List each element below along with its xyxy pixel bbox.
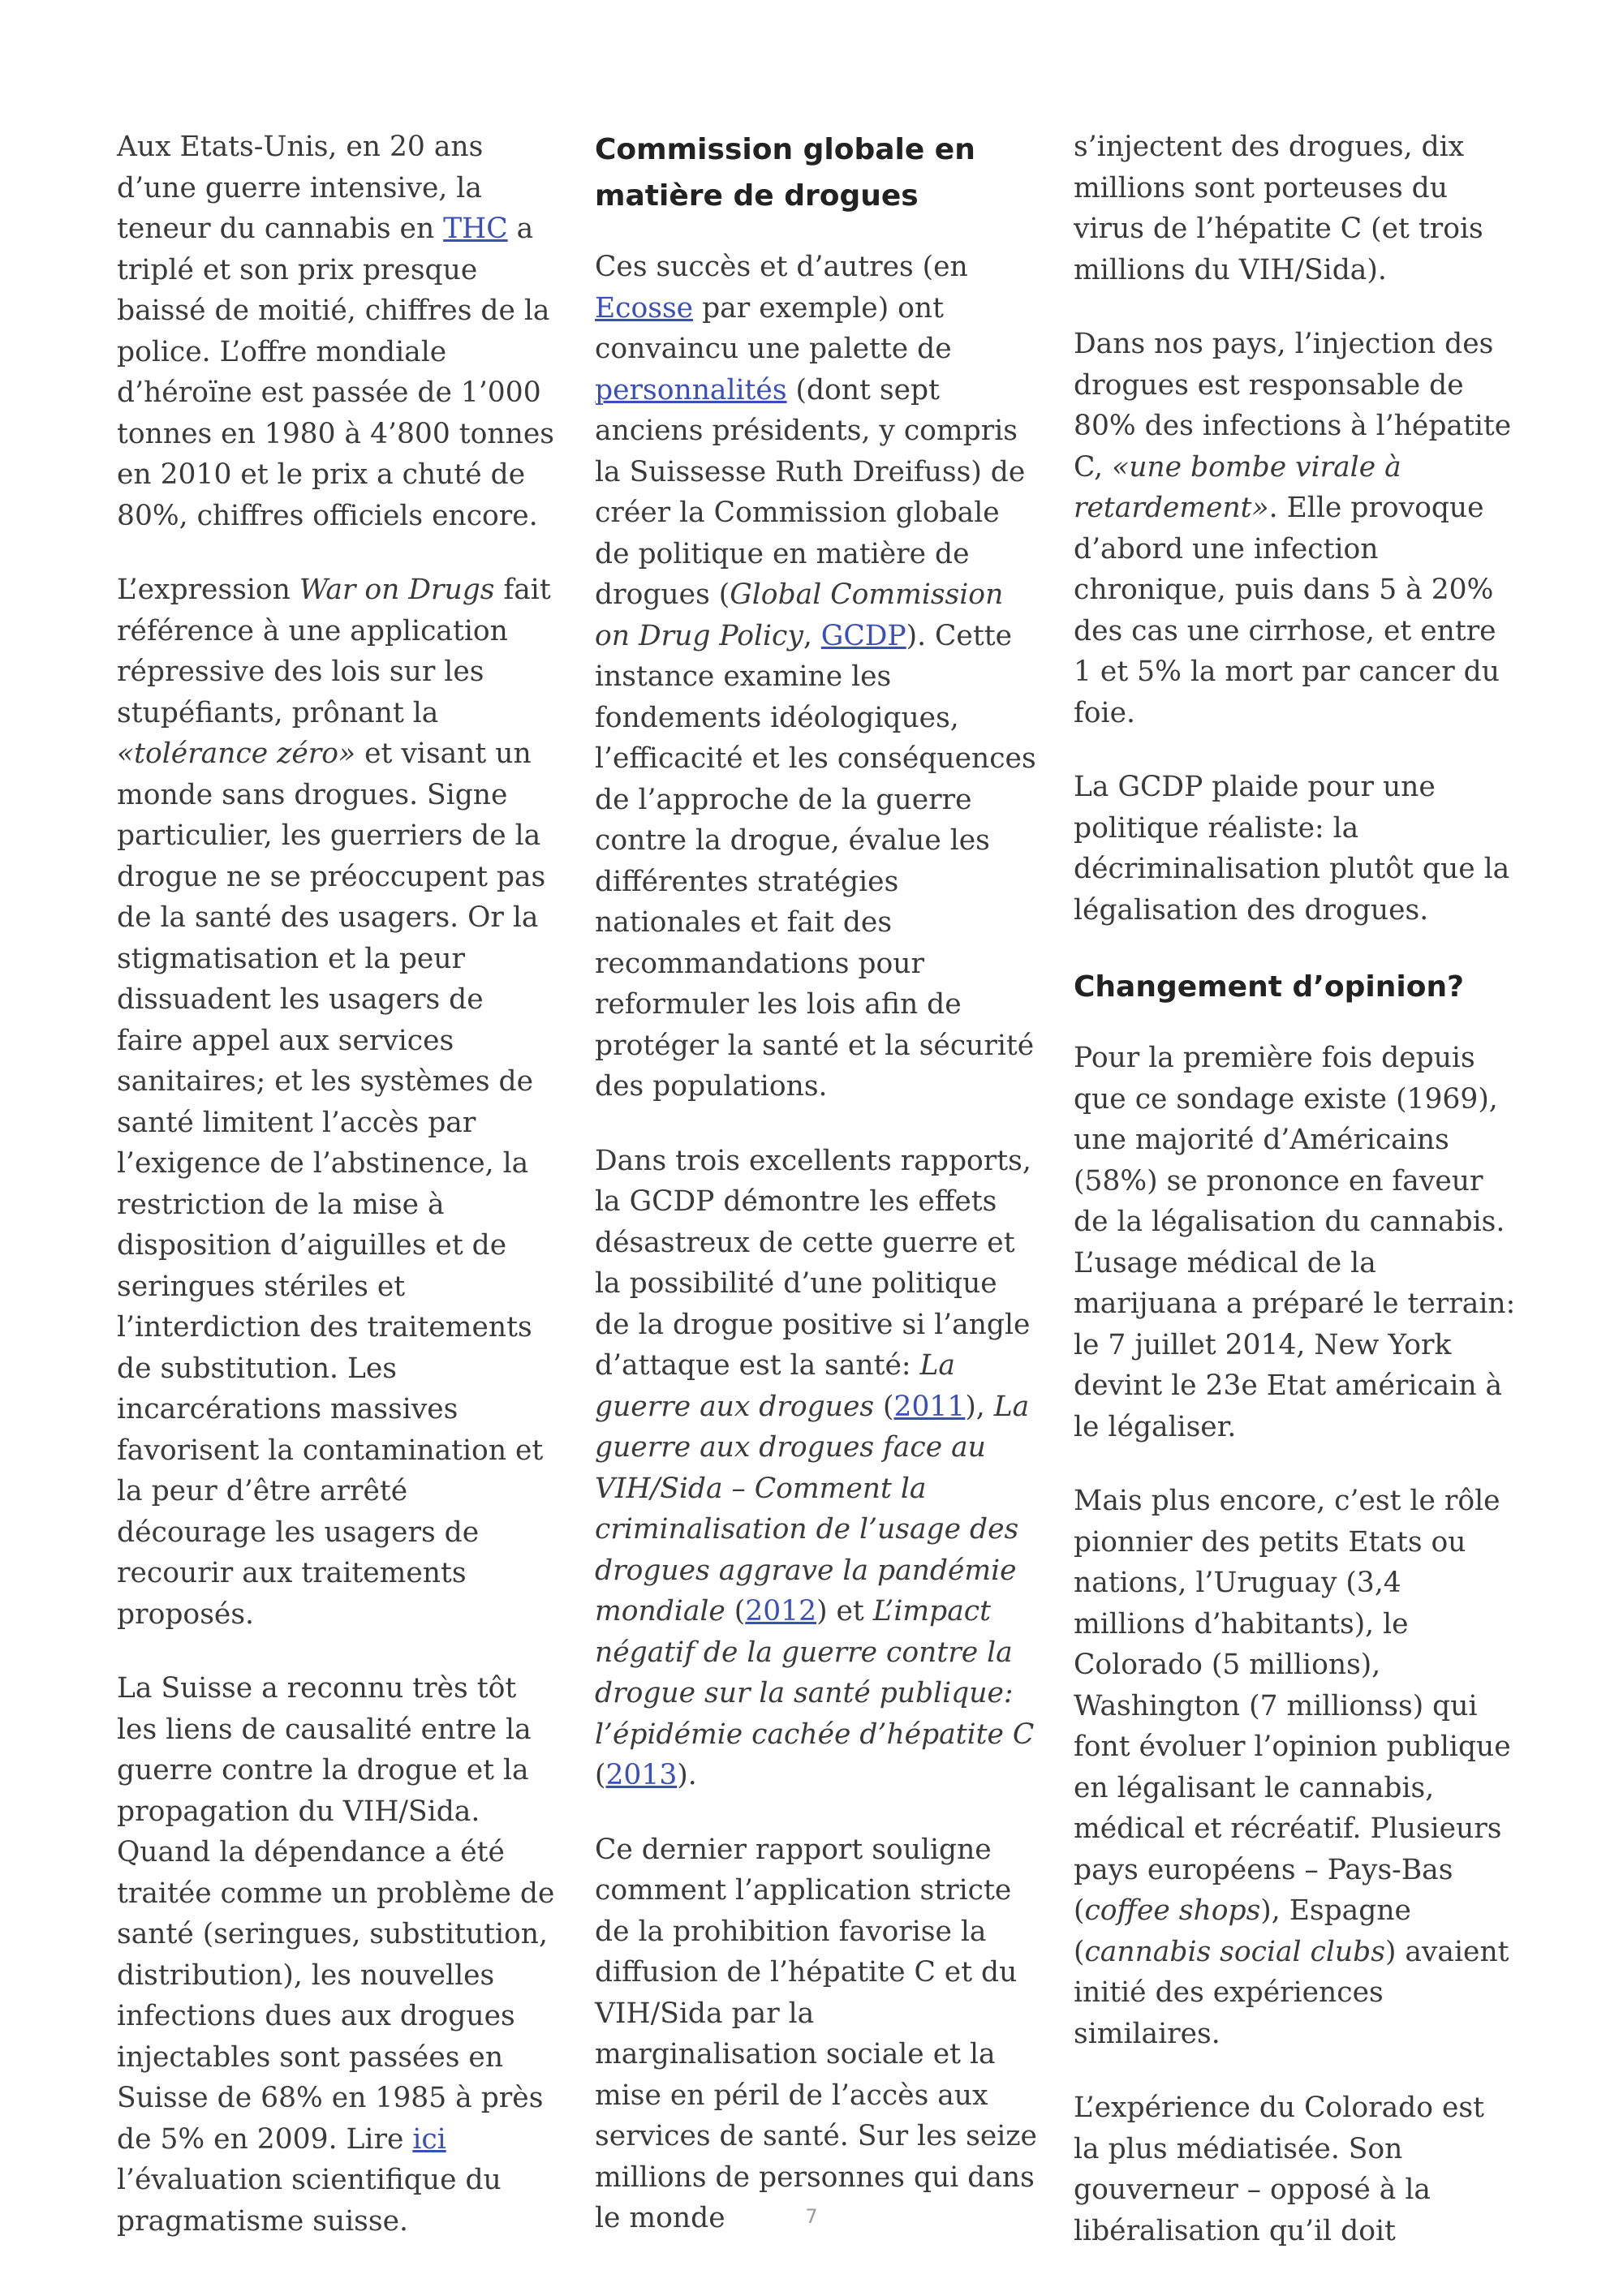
- paragraph: L’expérience du Colorado est la plus médiatisée. Son gouverneur – opposé à la libéralisation qu’il doit: [1074, 2092, 1484, 2247]
- section-heading: Changement d’opinion?: [1074, 970, 1464, 1004]
- paragraph: La Suisse a reconnu très tôt les liens de causalité entre la guerre contre la drogue et la propagation du VIH/Sida. Quand la dépendance a été traitée comme un problème de santé (seringues, substitution, distribution), les nouvelles infections dues aux drogues injectables sont passées en Suisse de 68% en 1985 à près de 5% en 2009. Lire ici l’évaluation scientifique du pragmatisme suisse.: [117, 1672, 555, 2238]
- section-heading: Commission globale en matière de drogues: [595, 133, 975, 213]
- ici-link[interactable]: ici: [412, 2122, 446, 2156]
- column-3: [1074, 127, 1516, 2285]
- report-2013-link[interactable]: 2013: [605, 1759, 678, 1791]
- column-2: [595, 127, 1037, 2272]
- paragraph: La GCDP plaide pour une politique réaliste: la décriminalisation plutôt que la légalisation des drogues.: [1074, 771, 1510, 927]
- report-2011-link[interactable]: 2011: [893, 1390, 966, 1423]
- paragraph: Mais plus encore, c’est le rôle pionnier des petits Etats ou nations, l’Uruguay (3,4 millions d’habitants), le Colorado (5 millions), Washington (7 millionss) qui font évoluer l’opinion publique en légalisant le cannabis, médical et récréatif. Plusieurs pays européens – Pays-Bas (coffee shops), Espagne (cannabis social clubs) avaient initié des expériences similaires.: [1074, 1485, 1511, 2050]
- paragraph: Pour la première fois depuis que ce sondage existe (1969), une majorité d’Américains (58%) se prononce en faveur de la légalisation du cannabis. L’usage médical de la marijuana a préparé le terrain: le 7 juillet 2014, New York devint le 23e Etat américain à le légaliser.: [1074, 1042, 1516, 1443]
- paragraph: s’injectent des drogues, dix millions sont porteuses du virus de l’hépatite C (et trois millions du VIH/Sida).: [1074, 131, 1483, 286]
- gcdp-link[interactable]: GCDP: [820, 619, 906, 652]
- report-2012-link[interactable]: 2012: [745, 1595, 817, 1627]
- column-1: [117, 127, 555, 2275]
- page-number: 7: [805, 2205, 818, 2228]
- thc-link[interactable]: THC: [443, 213, 508, 245]
- paragraph: Ces succès et d’autres (en Ecosse par exemple) ont convaincu une palette de personnalités (dont sept anciens présidents, y compris la Suissesse Ruth Dreifuss) de créer la Commission globale de politique en matière de drogues (Global Commission on Drug Policy, GCDP). Cette instance examine les fondements idéologiques, l’efficacité et les conséquences de l’approche de la guerre contre la drogue, évalue les différentes stratégies nationales et fait des recommandations pour reformuler les lois afin de protéger la santé et la sécurité des populations.: [595, 251, 1036, 1103]
- paragraph: Ce dernier rapport souligne comment l’application stricte de la prohibition favorise la diffusion de l’hépatite C et du VIH/Sida par la marginalisation sociale et la mise en péril de l’accès aux services de santé. Sur les seize millions de personnes qui dans le monde: [595, 1833, 1037, 2234]
- paragraph: Aux Etats-Unis, en 20 ans d’une guerre intensive, la teneur du cannabis en THC a triplé et son prix presque baissé de moitié, chiffres de la police. L’offre mondiale d’héroïne est passée de 1’000 tonnes en 1980 à 4’800 tonnes en 2010 et le prix a chuté de 80%, chiffres officiels encore.: [117, 131, 554, 532]
- paragraph: Dans nos pays, l’injection des drogues est responsable de 80% des infections à l’hépatite C, «une bombe virale à retardement». Elle provoque d’abord une infection chronique, puis dans 5 à 20% des cas une cirrhose, et entre 1 et 5% la mort par cancer du foie.: [1074, 328, 1512, 729]
- personnalites-link[interactable]: personnalités: [595, 373, 787, 406]
- ecosse-link[interactable]: Ecosse: [595, 291, 694, 325]
- paragraph: Dans trois excellents rapports, la GCDP démontre les effets désastreux de cette guerre et la possibilité d’une politique de la drogue positive si l’angle d’attaque est la santé: La guerre aux drogues (2011), La guerre aux drogues face au VIH/Sida – Comment la criminalisation de l’usage des drogues aggrave la pandémie mondiale (2012) et L’impact négatif de la guerre contre la drogue sur la santé publique: l’épidémie cachée d’hépatite C (2013).: [595, 1144, 1035, 1791]
- paragraph: L’expression War on Drugs fait référence à une application répressive des lois sur les stupéfiants, prônant la «tolérance zéro» et visant un monde sans drogues. Signe particulier, les guerriers de la drogue ne se préoccupent pas de la santé des usagers. Or la stigmatisation et la peur dissuadent les usagers de faire appel aux services sanitaires; et les systèmes de santé limitent l’accès par l’exigence de l’abstinence, la restriction de la mise à disposition d’aiguilles et de seringues stériles et l’interdiction des traitements de substitution. Les incarcérations massives favorisent la contamination et la peur d’être arrêté décourage les usagers de recourir aux traitements proposés.: [117, 574, 551, 1631]
